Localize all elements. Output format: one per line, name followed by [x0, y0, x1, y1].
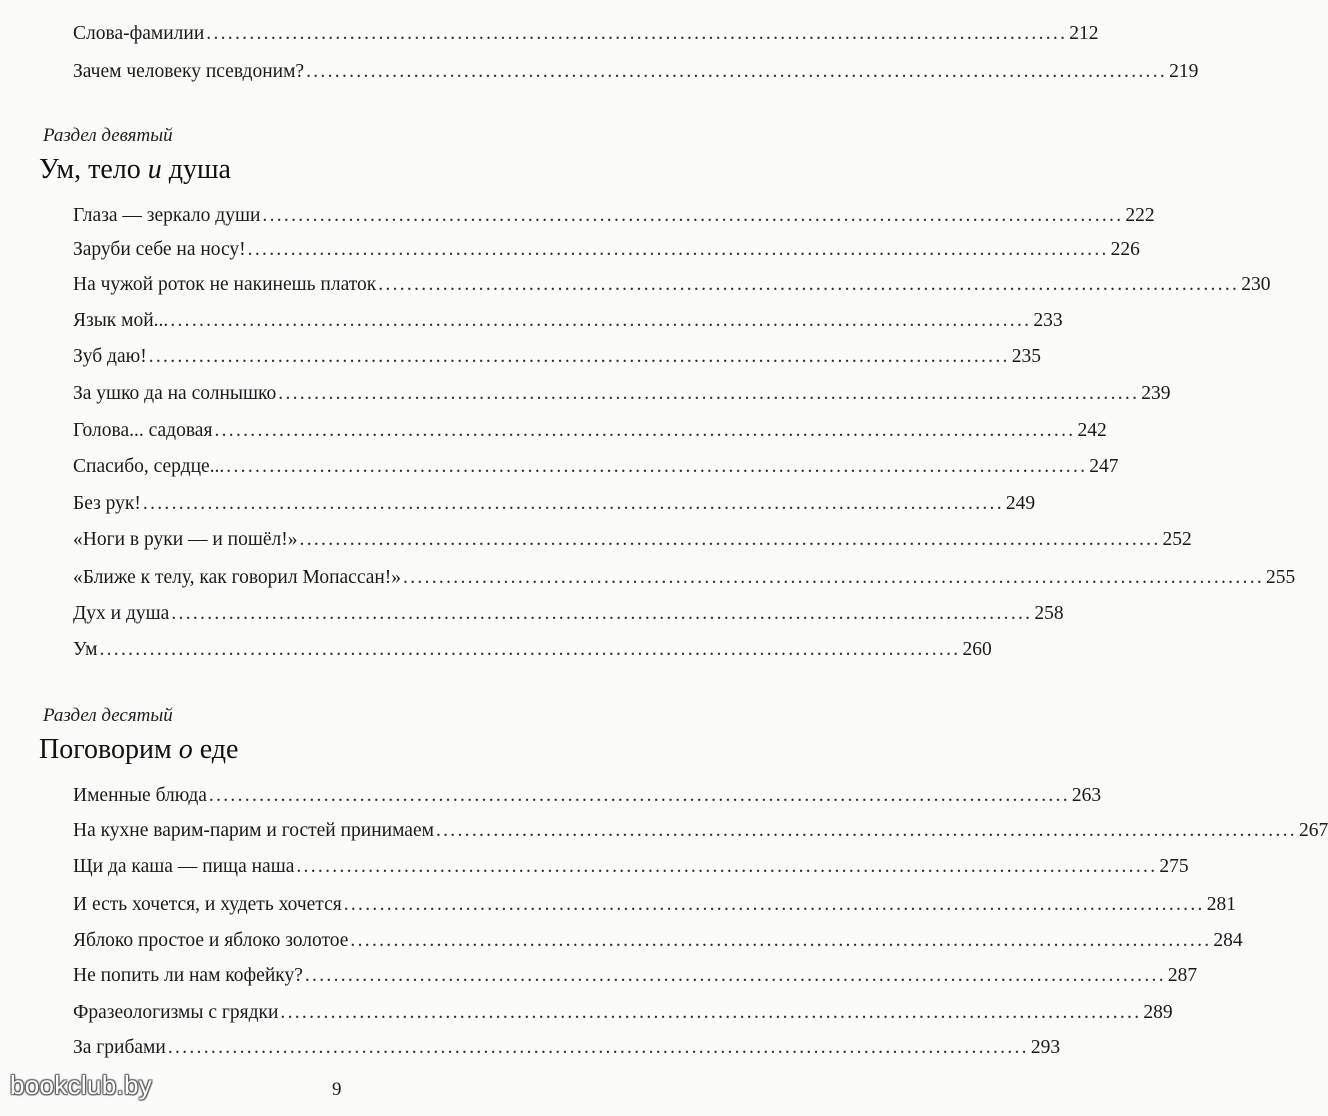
- toc-entry: [73, 204, 1155, 228]
- toc-entry-title: Фразеологизмы с грядки: [73, 1002, 279, 1023]
- toc-entry-page: 239: [1141, 383, 1171, 404]
- toc-entry-title: Не попить ли нам кофейку?: [73, 965, 303, 986]
- toc-entry: [73, 819, 1328, 843]
- section-title-part: Ум, тело: [39, 154, 148, 185]
- toc-entry-title: На кухне варим-парим и гостей принимаем: [73, 820, 434, 841]
- toc-entry-title: За грибами: [73, 1037, 166, 1058]
- toc-entry-page: 242: [1077, 420, 1107, 441]
- toc-entry-title: За ушко да на солнышко: [73, 383, 277, 404]
- toc-entry-page: 275: [1159, 856, 1189, 877]
- toc-entry: [73, 855, 1189, 879]
- toc-leader-dots: ........................................................................................................................: [296, 856, 1158, 877]
- toc-entry: [73, 345, 1041, 369]
- toc-entry-title: Именные блюда: [73, 785, 207, 806]
- toc-entry-page: 258: [1034, 603, 1064, 624]
- toc-entry: [73, 455, 1119, 479]
- toc-entry: [73, 492, 1036, 516]
- toc-entry: [73, 238, 1140, 262]
- toc-entry-title: Спасибо, сердце...: [73, 456, 225, 477]
- toc-leader-dots: ........................................................................................................................: [343, 894, 1205, 915]
- section-label: Раздел десятый: [43, 705, 173, 726]
- toc-entry: [73, 638, 992, 662]
- toc-leader-dots: ........................................................................................................................: [403, 567, 1265, 588]
- toc-leader-dots: ........................................................................................................................: [247, 239, 1109, 260]
- toc-entry: [73, 273, 1271, 297]
- toc-entry-title: Слова-фамилии: [73, 23, 205, 44]
- toc-entry-title: И есть хочется, и худеть хочется: [73, 894, 342, 915]
- toc-entry-page: 252: [1162, 529, 1192, 550]
- toc-leader-dots: ........................................................................................................................: [378, 274, 1240, 295]
- toc-entry-title: На чужой роток не накинешь платок: [73, 274, 377, 295]
- section-label: Раздел девятый: [43, 125, 173, 146]
- toc-entry-title: «Ближе к телу, как говорил Мопассан!»: [73, 567, 402, 588]
- toc-entry: [73, 309, 1063, 333]
- toc-entry: [73, 1036, 1061, 1060]
- toc-entry: [73, 382, 1171, 406]
- toc-entry: [73, 419, 1107, 443]
- toc-entry-page: 263: [1071, 785, 1102, 806]
- toc-entry-title: Ум: [73, 639, 98, 660]
- toc-entry-title: Зуб даю!: [73, 346, 147, 367]
- toc-leader-dots: ........................................................................................................................: [306, 61, 1168, 82]
- section-title-italic: и: [147, 154, 162, 185]
- toc-entry-page: 281: [1206, 894, 1236, 915]
- section-title-italic: о: [178, 734, 193, 765]
- toc-leader-dots: ........................................................................................................................: [148, 346, 1010, 367]
- toc-entry: [73, 929, 1243, 953]
- toc-entry-page: 260: [962, 639, 992, 660]
- toc-entry-page: 230: [1241, 274, 1271, 295]
- toc-entry-page: 222: [1125, 205, 1155, 226]
- toc-entry-page: 255: [1266, 567, 1296, 588]
- toc-leader-dots: ........................................................................................................................: [304, 965, 1166, 986]
- toc-entry-title: Язык мой...: [73, 310, 169, 331]
- toc-leader-dots: ........................................................................................................................: [435, 820, 1297, 841]
- toc-entry-page: 287: [1167, 965, 1198, 986]
- toc-entry-page: 284: [1213, 930, 1243, 951]
- toc-entry-page: 233: [1033, 310, 1063, 331]
- toc-entry: [73, 784, 1102, 808]
- toc-entry-title: Яблоко простое и яблоко золотое: [73, 930, 349, 951]
- toc-entry-title: «Ноги в руки — и пошёл!»: [73, 529, 298, 550]
- toc-entry-page: 226: [1110, 239, 1140, 260]
- toc-entry-title: Голова... садовая: [73, 420, 213, 441]
- toc-entry: [73, 566, 1296, 590]
- toc-leader-dots: ........................................................................................................................: [350, 930, 1212, 951]
- toc-entry-page: 249: [1005, 493, 1036, 514]
- toc-entry-page: 212: [1069, 23, 1099, 44]
- toc-leader-dots: ........................................................................................................................: [280, 1002, 1142, 1023]
- toc-entry-title: Щи да каша — пища наша: [73, 856, 295, 877]
- toc-leader-dots: ........................................................................................................................: [278, 383, 1140, 404]
- toc-leader-dots: ........................................................................................................................: [299, 529, 1161, 550]
- toc-leader-dots: ........................................................................................................................: [99, 639, 961, 660]
- toc-entry-page: 267: [1298, 820, 1328, 841]
- section-title-part: душа: [161, 154, 231, 185]
- section-title-part: еде: [192, 734, 239, 765]
- toc-leader-dots: ........................................................................................................................: [262, 205, 1124, 226]
- section-title: [39, 734, 238, 766]
- toc-entry: [73, 964, 1198, 988]
- toc-entry-page: 247: [1089, 456, 1119, 477]
- section-title-part: Поговорим: [39, 734, 179, 765]
- toc-leader-dots: ........................................................................................................................: [171, 603, 1033, 624]
- toc-entry-title: Зачем человеку псевдоним?: [73, 61, 305, 82]
- toc-leader-dots: ........................................................................................................................: [206, 23, 1068, 44]
- toc-leader-dots: ........................................................................................................................: [170, 310, 1032, 331]
- toc-entry: [73, 602, 1064, 626]
- toc-leader-dots: ........................................................................................................................: [208, 785, 1070, 806]
- toc-entry: [73, 1001, 1173, 1025]
- toc-leader-dots: ........................................................................................................................: [226, 456, 1088, 477]
- toc-leader-dots: ........................................................................................................................: [142, 493, 1004, 514]
- toc-entry: [73, 528, 1192, 552]
- toc-leader-dots: ........................................................................................................................: [167, 1037, 1029, 1058]
- toc-entry-page: 289: [1143, 1002, 1173, 1023]
- toc-entry-title: Заруби себе на носу!: [73, 239, 246, 260]
- toc-entry-title: Дух и душа: [73, 603, 170, 624]
- toc-entry: [73, 60, 1199, 84]
- page-number: 9: [332, 1079, 342, 1100]
- toc-entry-page: 235: [1011, 346, 1041, 367]
- section-title: [39, 154, 231, 186]
- toc-entry: [73, 22, 1099, 46]
- toc-leader-dots: ........................................................................................................................: [214, 420, 1076, 441]
- toc-entry-page: 219: [1169, 61, 1199, 82]
- toc-entry-page: 293: [1030, 1037, 1061, 1058]
- toc-entry: [73, 893, 1236, 917]
- watermark-logo: bookclub.by: [10, 1070, 153, 1100]
- toc-entry-title: Глаза — зеркало души: [73, 205, 261, 226]
- toc-entry-title: Без рук!: [73, 493, 141, 514]
